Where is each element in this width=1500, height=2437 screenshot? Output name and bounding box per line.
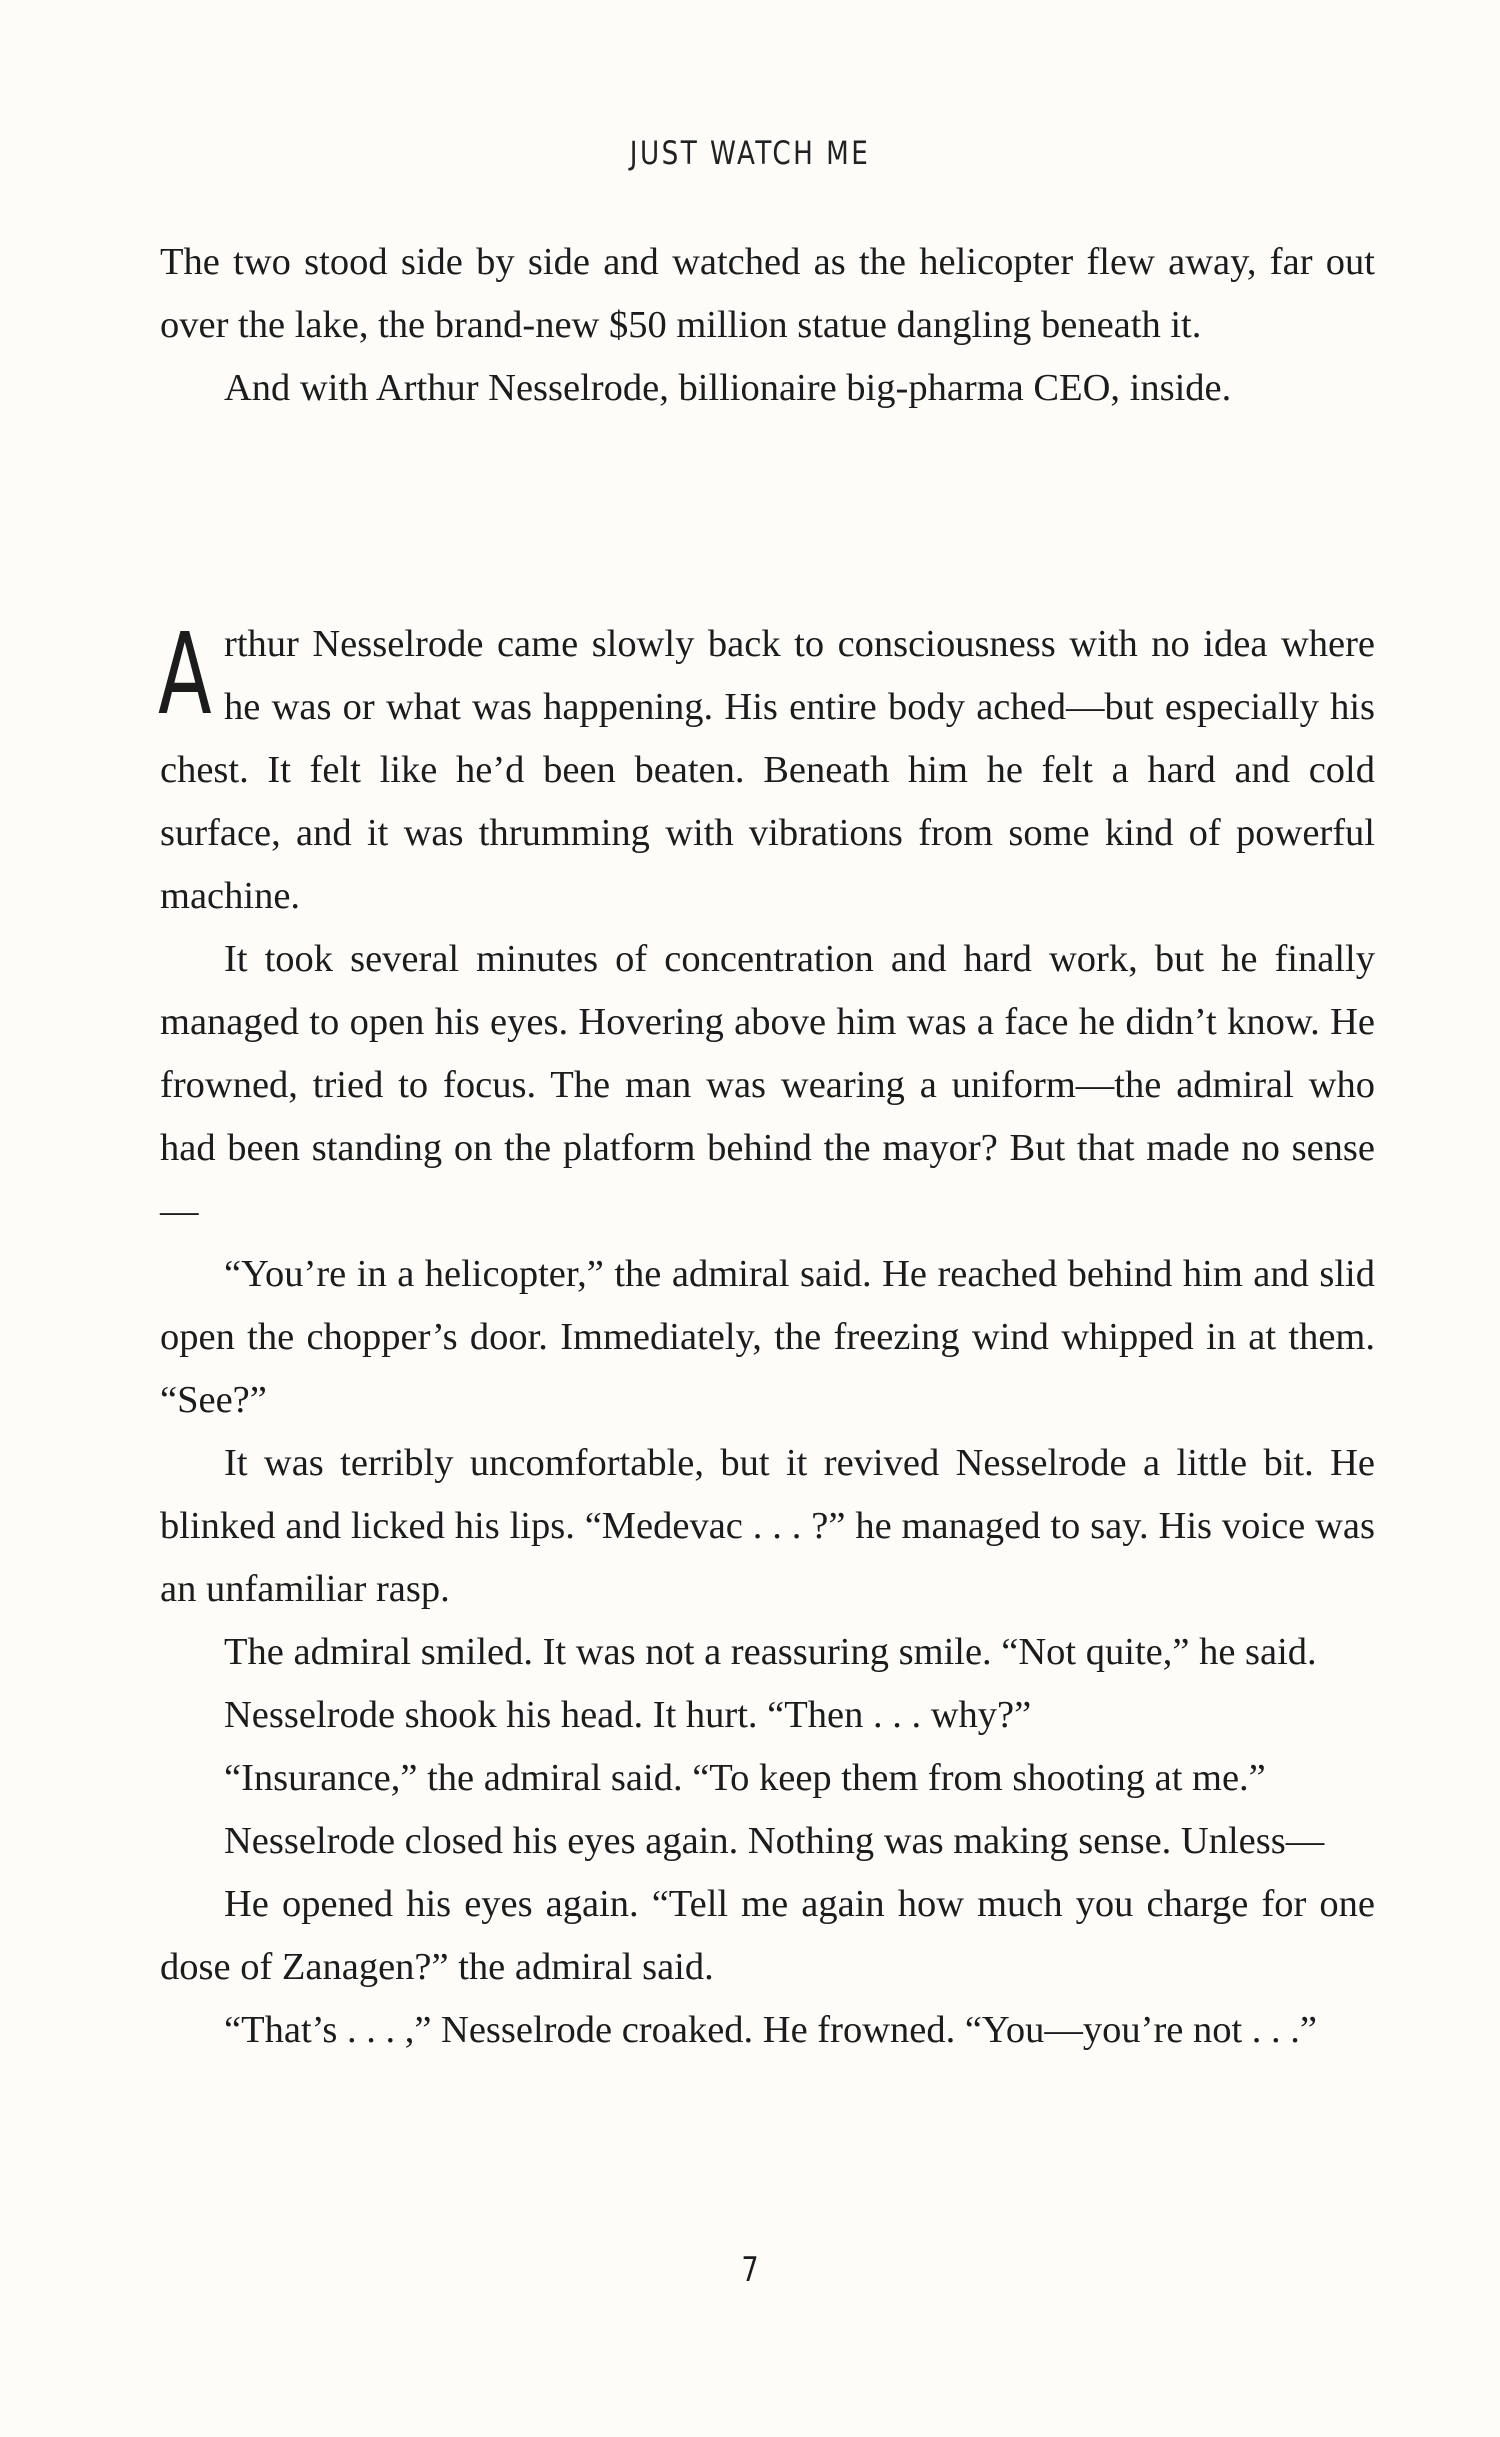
opening-paragraph — [158, 610, 1375, 928]
paragraph: And with Arthur Nesselrode, billionaire big-pharma CEO, inside. — [224, 367, 1232, 409]
paragraph: Nesselrode shook his head. It hurt. “Then . . . why?” — [224, 1694, 1032, 1736]
paragraph: The admiral smiled. It was not a reassuring smile. “Not quite,” he said. — [224, 1631, 1317, 1673]
section-one — [160, 231, 1375, 420]
drop-cap: A — [158, 610, 212, 740]
paragraph: It was terribly uncomfortable, but it revived Nesselrode a little bit. He blinked and licked his lips. “Medevac . . . ?” he managed to say. His voice was an unfamiliar rasp. — [160, 1442, 1375, 1610]
paragraph: He opened his eyes again. “Tell me again how much you charge for one dose of Zanagen?” the admiral said. — [160, 1883, 1375, 1988]
paragraph: Nesselrode closed his eyes again. Nothing was making sense. Unless— — [224, 1820, 1325, 1862]
section-two — [158, 610, 1375, 2062]
page-number: 7 — [741, 2250, 759, 2290]
running-head: JUST WATCH ME — [629, 134, 871, 172]
paragraph: “You’re in a helicopter,” the admiral said. He reached behind him and slid open the chopper’s door. Immediately, the freezing wind whipped in at them. “See?” — [160, 1253, 1375, 1421]
paragraph: The two stood side by side and watched as the helicopter flew away, far out over the lake, the brand-new $50 million statue dangling beneath it. — [160, 241, 1375, 346]
paragraph: “Insurance,” the admiral said. “To keep them from shooting at me.” — [224, 1757, 1266, 1799]
paragraph: “That’s . . . ,” Nesselrode croaked. He frowned. “You—you’re not . . .” — [224, 2009, 1318, 2051]
paragraph: It took several minutes of concentration and hard work, but he finally managed to open his eyes. Hovering above him was a face he didn’t know. He frowned, tried to focus. The man was wearing a uniform—the admiral who had been standing on the platform behind the mayor? But that made no sense— — [160, 938, 1375, 1232]
opening-text: rthur Nesselrode came slowly back to consciousness with no idea where he was or what was happening. His entire body ached—but especially his chest. It felt like he’d been beaten. Beneath him he felt a hard and cold surface, and it was thrumming with vibrations from some kind of powerful machine. — [160, 623, 1375, 917]
